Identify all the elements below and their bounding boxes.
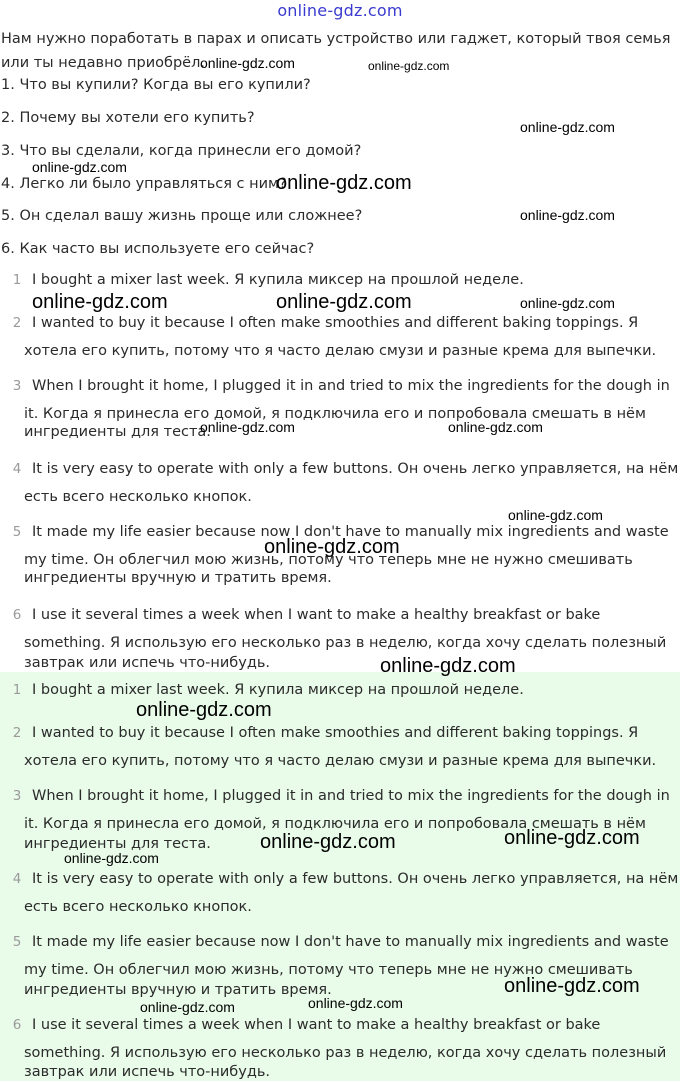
answer-number: 4: [12, 871, 22, 887]
question-2: 2. Почему вы хотели его купить?: [1, 110, 255, 126]
answer-line: ингредиенты для теста.: [24, 424, 211, 440]
answer-line: I use it several times a week when I want to make a healthy breakfast or bake: [32, 607, 601, 623]
question-1: 1. Что вы купили? Когда вы его купили?: [1, 77, 311, 93]
watermark: online-gdz.com: [520, 207, 615, 223]
watermark: online-gdz.com: [32, 159, 127, 175]
answer-line: It made my life easier because now I don't have to manually mix ingredients and waste: [32, 524, 669, 540]
answer-number: 6: [12, 1017, 22, 1033]
answer-line: завтрак или испечь что-нибудь.: [24, 1064, 271, 1080]
watermark: online-gdz.com: [264, 536, 400, 558]
answer-number: 6: [12, 607, 22, 623]
watermark: online-gdz.com: [140, 999, 235, 1015]
question-4: 4. Легко ли было управляться с ним?: [1, 176, 287, 192]
answer-line: хотела его купить, потому что я часто делаю смузи и разные крема для выпечки.: [24, 753, 657, 769]
site-logo[interactable]: online-gdz.com: [277, 1, 403, 20]
answer-line: it. Когда я принесла его домой, я подключила его и попробовала смешать в нём: [24, 406, 646, 422]
answer-number: 3: [12, 788, 22, 804]
watermark: online-gdz.com: [508, 507, 603, 523]
answer-line: When I brought it home, I plugged it in and tried to mix the ingredients for the dough in: [32, 788, 670, 804]
watermark: online-gdz.com: [136, 699, 272, 721]
answer-line: something. Я использую его несколько раз в неделю, когда хочу сделать полезный: [24, 635, 667, 651]
question-6: 6. Как часто вы используете его сейчас?: [1, 241, 315, 257]
answer-number: 1: [12, 682, 22, 698]
answer-line: I wanted to buy it because I often make smoothies and different baking toppings. Я: [32, 725, 639, 741]
watermark: online-gdz.com: [260, 831, 396, 853]
watermark: online-gdz.com: [520, 295, 615, 311]
answer-line: I bought a mixer last week. Я купила миксер на прошлой неделе.: [32, 272, 524, 288]
answer-line: When I brought it home, I plugged it in and tried to mix the ingredients for the dough in: [32, 378, 670, 394]
answer-line: есть всего несколько кнопок.: [24, 899, 252, 915]
question-3: 3. Что вы сделали, когда принесли его домой?: [1, 143, 362, 159]
watermark: online-gdz.com: [276, 172, 412, 194]
answer-number: 2: [12, 315, 22, 331]
answer-line: хотела его купить, потому что я часто делаю смузи и разные крема для выпечки.: [24, 343, 657, 359]
answer-line: I bought a mixer last week. Я купила миксер на прошлой неделе.: [32, 682, 524, 698]
watermark: online-gdz.com: [276, 291, 412, 313]
answer-number: 3: [12, 378, 22, 394]
answer-line: ингредиенты для теста.: [24, 836, 211, 852]
watermark: online-gdz.com: [504, 975, 640, 997]
watermark: online-gdz.com: [308, 995, 403, 1011]
answer-number: 4: [12, 461, 22, 477]
answer-line: my time. Он облегчил мою жизнь, потому что теперь мне не нужно смешивать: [24, 552, 633, 568]
watermark: online-gdz.com: [380, 655, 516, 677]
watermark: online-gdz.com: [448, 419, 543, 435]
task-intro-line-1: Нам нужно поработать в парах и описать устройство или гаджет, который твоя семья: [1, 31, 671, 47]
answer-line: It is very easy to operate with only a few buttons. Он очень легко управляется, на нём: [32, 461, 679, 477]
watermark: online-gdz.com: [504, 827, 640, 849]
task-intro-line-2: или ты недавно приобрёл.: [1, 55, 205, 71]
answer-line: my time. Он облегчил мою жизнь, потому что теперь мне не нужно смешивать: [24, 962, 633, 978]
watermark: online-gdz.com: [368, 59, 450, 73]
answer-line: It made my life easier because now I don't have to manually mix ingredients and waste: [32, 934, 669, 950]
question-5: 5. Он сделал вашу жизнь проще или сложнее?: [1, 208, 363, 224]
watermark: online-gdz.com: [200, 55, 295, 71]
watermark: online-gdz.com: [200, 419, 295, 435]
answer-line: I wanted to buy it because I often make smoothies and different baking toppings. Я: [32, 315, 639, 331]
answer-line: It is very easy to operate with only a few buttons. Он очень легко управляется, на нём: [32, 871, 679, 887]
watermark: online-gdz.com: [32, 291, 168, 313]
answer-line: ингредиенты вручную и тратить время.: [24, 570, 332, 586]
answer-number: 2: [12, 725, 22, 741]
answer-line: есть всего несколько кнопок.: [24, 489, 252, 505]
answer-line: something. Я использую его несколько раз в неделю, когда хочу сделать полезный: [24, 1045, 667, 1061]
answer-line: завтрак или испечь что-нибудь.: [24, 655, 271, 671]
answer-number: 5: [12, 934, 22, 950]
answer-number: 1: [12, 272, 22, 288]
answer-line: I use it several times a week when I want to make a healthy breakfast or bake: [32, 1017, 601, 1033]
answer-number: 5: [12, 524, 22, 540]
answer-line: it. Когда я принесла его домой, я подключила его и попробовала смешать в нём: [24, 816, 646, 832]
watermark: online-gdz.com: [64, 850, 159, 866]
answer-line: ингредиенты вручную и тратить время.: [24, 982, 332, 998]
watermark: online-gdz.com: [520, 119, 615, 135]
